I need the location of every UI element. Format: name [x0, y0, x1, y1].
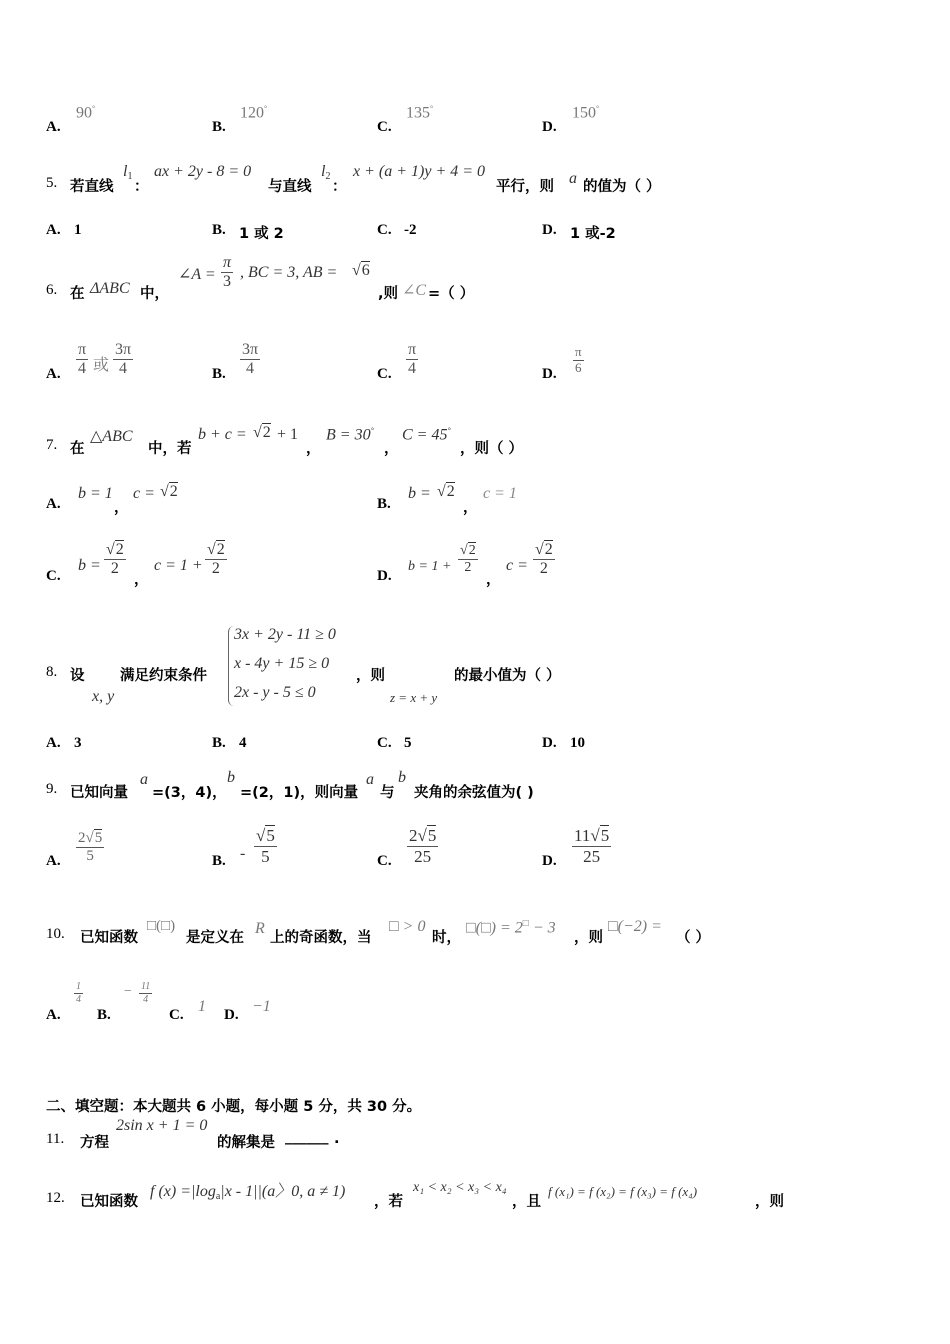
- coefficient: 2: [78, 830, 86, 846]
- option-label: C.: [377, 366, 392, 382]
- radicand: 2: [468, 543, 476, 558]
- question-text: ，则（ ）: [460, 441, 524, 457]
- question-text: 在: [70, 441, 85, 457]
- question-number: 9.: [46, 781, 58, 797]
- l: l: [321, 163, 326, 180]
- option-text: 1 或-2: [570, 226, 616, 242]
- line-l1: [123, 163, 132, 182]
- option-label: C.: [377, 119, 392, 135]
- condition: □ > 0: [389, 918, 426, 935]
- question-text: 的解集是: [217, 1135, 275, 1151]
- question-text: 在: [70, 286, 85, 302]
- l: l: [123, 163, 128, 180]
- option-label: A.: [46, 366, 61, 382]
- option-label: C.: [377, 735, 392, 751]
- sqrt-2: √2: [253, 424, 271, 441]
- option-label: A.: [46, 853, 61, 869]
- numerator: 3π: [240, 341, 260, 360]
- radicand: 5: [427, 826, 437, 845]
- coefficient: 2: [409, 826, 418, 845]
- denominator: 4: [408, 360, 417, 378]
- numerator: 1: [76, 981, 81, 992]
- radicand: 2: [446, 483, 455, 500]
- radicand: 5: [94, 830, 103, 846]
- question-text: 与直线: [268, 179, 312, 195]
- radicand: 6: [361, 262, 370, 279]
- option-label: C.: [46, 568, 61, 584]
- line-l2: [321, 163, 330, 182]
- option-label: B.: [212, 222, 226, 238]
- numerator: π: [221, 254, 233, 273]
- question-text: 中，若: [148, 441, 192, 457]
- radicand: 2: [544, 541, 553, 558]
- numerator: 11: [141, 981, 151, 992]
- subscript: 2: [325, 171, 331, 182]
- value: 135: [406, 104, 430, 122]
- fraction: [139, 981, 152, 1005]
- objective-z: z = x + y: [390, 690, 438, 705]
- denominator: 25: [583, 846, 601, 866]
- subscript: 1: [127, 171, 133, 182]
- angle-a: ∠A =: [178, 266, 216, 283]
- definition-tail: − 3: [528, 919, 556, 937]
- degree: °: [596, 104, 600, 113]
- denominator: 5: [86, 848, 94, 865]
- target-value: □(−2) =: [608, 918, 662, 935]
- definition-base: □(□) = 2: [466, 919, 523, 937]
- comma: ，: [463, 500, 478, 516]
- fraction: $\frac{11√5}{25}$: [574, 826, 610, 866]
- real-set-r: R: [255, 920, 265, 937]
- comma: ，: [306, 441, 321, 457]
- value: B = 30: [326, 426, 371, 444]
- question-number: 5.: [46, 175, 58, 191]
- q4-option-d-value: [572, 104, 599, 122]
- question-text: ，若: [374, 1194, 403, 1210]
- q4-option-b-value: [240, 104, 267, 122]
- inequality-chain: x₁ < x₂ < x₃ < x₄: [413, 1180, 507, 1195]
- question-text: 的值为（ ）: [583, 179, 661, 195]
- question-text: （ ）: [676, 930, 711, 946]
- variables-xy: x, y: [92, 688, 115, 705]
- equation: 2sin x + 1 = 0: [116, 1117, 208, 1134]
- fraction: [113, 341, 133, 379]
- question-text: 满足约束条件: [120, 668, 207, 684]
- denominator: 6: [575, 359, 582, 375]
- variable-a: a: [569, 170, 577, 187]
- exponent: □: [522, 918, 529, 929]
- numerator: π: [406, 341, 418, 360]
- option-label: D.: [224, 1007, 239, 1023]
- fraction: [240, 341, 260, 379]
- option-text: 4: [239, 735, 247, 751]
- denominator: 2: [211, 560, 220, 578]
- question-text: 上的奇函数，当: [270, 930, 372, 946]
- q4-option-a: [46, 116, 61, 136]
- question-number: 11.: [46, 1131, 65, 1147]
- value: 120: [240, 104, 264, 122]
- option-text: 1: [74, 222, 82, 238]
- angle-c: [402, 426, 451, 444]
- angle-b: [326, 426, 374, 444]
- option-label: B.: [212, 853, 226, 869]
- denominator: 2: [539, 560, 548, 578]
- option-text: -2: [404, 222, 417, 238]
- denominator: 4: [143, 993, 149, 1005]
- option-label: D.: [542, 853, 557, 869]
- question-number: 8.: [46, 664, 58, 680]
- denominator: 4: [119, 360, 128, 378]
- option-b-value: b =: [78, 557, 101, 574]
- option-label: D.: [542, 366, 557, 382]
- option-c-value: c =: [506, 557, 528, 574]
- fraction: $\frac{√5}{5}$: [256, 826, 275, 866]
- value: 90: [76, 104, 92, 122]
- vector-a: a: [366, 771, 374, 788]
- q4-option-c: [377, 116, 392, 136]
- option-c-value: c =: [133, 485, 155, 502]
- minus-sign: −: [124, 984, 132, 999]
- q4-option-c-value: [406, 104, 433, 122]
- comma: ，: [114, 500, 129, 516]
- fraction: [74, 981, 83, 1005]
- question-number: 7.: [46, 437, 58, 453]
- question-text: =(2，1)，则向量: [240, 785, 359, 801]
- sqrt-2: √2: [160, 483, 178, 500]
- section-heading: 二、填空题：本大题共 6 小题，每小题 5 分，共 30 分。: [46, 1099, 422, 1115]
- question-text: 与: [380, 785, 395, 801]
- constraint-3: 2x - y - 5 ≤ 0: [234, 684, 316, 701]
- angle-c: ∠C: [402, 282, 427, 299]
- numerator: 3π: [113, 341, 133, 360]
- degree: °: [92, 104, 96, 113]
- function-tail: |x - 1||(a〉0, a ≠ 1): [220, 1183, 346, 1200]
- denominator: 25: [414, 846, 432, 866]
- question-text: 已知函数: [80, 930, 138, 946]
- value: C = 45: [402, 426, 448, 444]
- option-c-value: c = 1 +: [154, 557, 203, 574]
- numerator: π: [76, 341, 88, 360]
- option-label: B.: [212, 366, 226, 382]
- question-text: 中，: [140, 286, 169, 302]
- radicand: 2: [115, 541, 124, 558]
- coefficient: 11: [574, 826, 591, 845]
- function-f-x: □(□): [147, 918, 176, 934]
- colon: ：: [332, 179, 347, 195]
- definition: [466, 918, 556, 937]
- radicand: 2: [169, 483, 178, 500]
- question-number: 12.: [46, 1190, 65, 1206]
- question-text: 平行，则: [496, 179, 554, 195]
- option-text: 3: [74, 735, 82, 751]
- option-label: A.: [46, 119, 61, 135]
- radicand: 5: [266, 826, 275, 845]
- question-text: 夹角的余弦值为( ): [414, 785, 534, 801]
- fraction: $\frac{2√5}{25}$: [409, 826, 437, 866]
- denominator: 2: [464, 560, 472, 576]
- question-text: ，且: [512, 1194, 541, 1210]
- equation-1: ax + 2y - 8 = 0: [154, 163, 252, 180]
- colon: ：: [134, 179, 149, 195]
- plus-one: + 1: [277, 426, 299, 443]
- sum-expr: b + c =: [198, 426, 247, 443]
- denominator: 4: [246, 360, 255, 378]
- constraint-1: 3x + 2y - 11 ≥ 0: [234, 626, 336, 643]
- option-text: 5: [404, 735, 412, 751]
- fraction: $\frac{√2}{2}$: [207, 541, 225, 578]
- option-b-value: b = 1 +: [408, 559, 452, 574]
- denominator: 2: [110, 560, 119, 578]
- numerator: π: [575, 344, 582, 359]
- fraction: [406, 341, 418, 379]
- option-label: D.: [542, 222, 557, 238]
- question-number: 10.: [46, 926, 65, 942]
- option-text: 1: [198, 998, 206, 1015]
- option-text: −1: [252, 998, 271, 1015]
- fraction: $\frac{√2}{2}$: [535, 541, 553, 578]
- equal-values: f (x₁) = f (x₂) = f (x₃) = f (x₄): [548, 1184, 698, 1199]
- degree: °: [430, 104, 434, 113]
- question-text: 设: [70, 668, 85, 684]
- sqrt-6: √6: [352, 262, 370, 279]
- fraction: $\frac{√2}{2}$: [460, 543, 476, 576]
- vector-b: b: [227, 769, 235, 786]
- denominator: 5: [261, 846, 270, 866]
- question-text: ，则: [755, 1194, 784, 1210]
- degree: °: [264, 104, 268, 113]
- comma: ，: [486, 572, 501, 588]
- question-text: 已知向量: [70, 785, 128, 801]
- option-label: A.: [46, 1007, 61, 1023]
- radicand: 5: [600, 826, 610, 845]
- option-label: B.: [212, 735, 226, 751]
- option-label: D.: [542, 735, 557, 751]
- fraction: $\frac{√2}{2}$: [106, 541, 124, 578]
- question-text: =（ ）: [428, 286, 475, 302]
- option-label: C.: [377, 853, 392, 869]
- vector-b: b: [398, 769, 406, 786]
- radicand: 2: [262, 424, 271, 441]
- option-label: D.: [542, 119, 557, 135]
- question-text: ，则: [574, 930, 603, 946]
- question-text: ，则: [356, 668, 385, 684]
- option-label: B.: [97, 1007, 111, 1023]
- minus-sign: -: [240, 845, 246, 862]
- function-head: f (x) =|log: [150, 1183, 216, 1200]
- or-text: 或: [93, 357, 110, 374]
- fraction: [76, 341, 88, 379]
- question-text: 已知函数: [80, 1194, 138, 1210]
- log-base: a: [215, 1191, 221, 1202]
- option-label: A.: [46, 735, 61, 751]
- option-text: 10: [570, 735, 585, 751]
- question-text: ,则: [378, 286, 399, 302]
- comma: ，: [384, 441, 399, 457]
- fraction: [573, 345, 584, 376]
- question-text: =(3，4)，: [152, 785, 227, 801]
- question-text: 若直线: [70, 179, 114, 195]
- option-label: C.: [169, 1007, 184, 1023]
- sqrt-2: √2: [437, 483, 455, 500]
- degree: °: [370, 426, 374, 435]
- value: 150: [572, 104, 596, 122]
- option-label: A.: [46, 222, 61, 238]
- option-c-value: c = 1: [483, 485, 517, 502]
- radicand: 2: [216, 541, 225, 558]
- denominator: 3: [223, 273, 231, 291]
- option-label: C.: [377, 222, 392, 238]
- q4-option-b: [212, 116, 226, 136]
- option-label: A.: [46, 496, 61, 512]
- q4-option-a-value: [76, 104, 95, 122]
- question-number: 6.: [46, 282, 58, 298]
- vector-a: a: [140, 771, 148, 788]
- question-text: 方程: [80, 1135, 109, 1151]
- triangle-abc: △ABC: [90, 428, 133, 445]
- option-label: B.: [377, 496, 391, 512]
- option-label: D.: [377, 568, 392, 584]
- function-definition: [150, 1178, 345, 1202]
- comma: ，: [134, 572, 149, 588]
- q4-option-d: [542, 116, 557, 136]
- question-text: 的最小值为（ ）: [454, 668, 561, 684]
- option-b-value: b = 1: [78, 485, 113, 502]
- fraction: $\frac{2√5}{5}$: [78, 830, 103, 865]
- denominator: 4: [78, 360, 87, 378]
- degree: °: [447, 426, 451, 435]
- denominator: 4: [76, 993, 81, 1005]
- option-b-value: b =: [408, 485, 431, 502]
- question-text: 是定义在: [186, 930, 244, 946]
- answer-blank[interactable]: ______: [285, 1129, 329, 1145]
- given-sides: , BC = 3, AB =: [240, 264, 338, 281]
- period: .: [334, 1131, 340, 1147]
- triangle-abc: ΔABC: [90, 280, 130, 297]
- pi-over-3: [221, 254, 233, 292]
- constraint-2: x - 4y + 15 ≥ 0: [234, 655, 330, 672]
- question-text: 时，: [432, 930, 461, 946]
- equation-2: x + (a + 1)y + 4 = 0: [353, 163, 486, 180]
- option-text: 1 或 2: [239, 226, 284, 242]
- option-label: B.: [212, 119, 226, 135]
